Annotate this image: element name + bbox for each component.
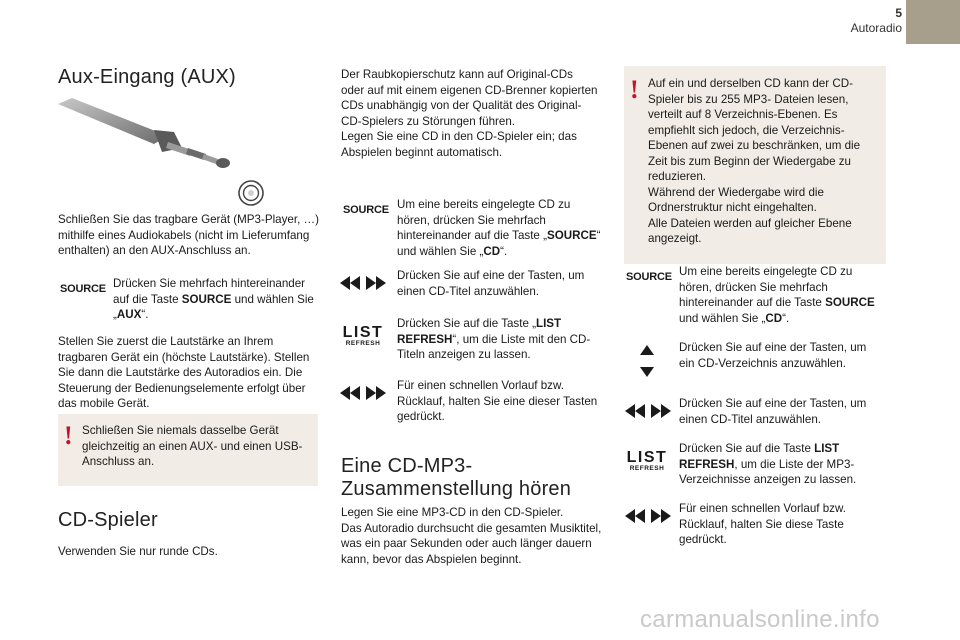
list-refresh-icon: LIST REFRESH [342, 324, 384, 347]
mp3-text: Legen Sie eine MP3-CD in den CD-Spieler. Das Autoradio durchsucht die gesamten Musiktitel, was ein paar Sekunden oder auch länger dauern kann, bevor das Abspielen beginnt. [341, 506, 602, 566]
mp3-source-step: Um eine bereits eingelegte CD zu hören, drücken Sie mehrfach hintereinander auf die Taste SOURCE und wählen Sie „CD“. [679, 265, 875, 325]
list-refresh-icon: LIST REFRESH [626, 449, 668, 472]
mp3-title: Eine CD-MP3- Zusammenstellung hören [341, 455, 572, 500]
source-button-icon: SOURCE [626, 271, 672, 283]
aux-step-text: Drücken Sie mehrfach hintereinander auf die Taste SOURCE und wählen Sie „AUX“. [113, 277, 314, 321]
cd-player-title: CD-Spieler [58, 509, 158, 531]
cd-text: Verwenden Sie nur runde CDs. [58, 545, 218, 558]
up-down-arrows-icon [640, 345, 654, 377]
mp3-warning-text: Auf ein und derselben CD kann der CD-Spieler bis zu 255 MP3- Dateien lesen, verteilt auf 8 Verzeichnis-Ebenen. Es empfiehlt sich jedoch, die Verzeichnis-Ebenen auf zwei zu beschränken, um die Zeit bis zum Beginn der Wiedergabe zu reduzieren. Während der Wiedergabe wird die Ordnerstruktur nicht eingehalten. Alle Dateien werden auf gleicher Ebene angezeigt. [648, 77, 861, 245]
seek-arrows-icon [340, 275, 386, 291]
cd-track-step: Drücken Sie auf eine der Tasten, um einen CD-Titel anzuwählen. [397, 269, 585, 298]
mp3-list-step: Drücken Sie auf die Taste LIST REFRESH, um die Liste der MP3-Verzeichnisse anzeigen zu lassen. [679, 442, 857, 486]
aux-jack-icon [58, 98, 268, 208]
source-button-icon: SOURCE [343, 204, 389, 216]
volume-text: Stellen Sie zuerst die Lautstärke an Ihrem tragbaren Gerät ein (höchste Lautstärke). Stellen Sie dann die Lautstärke des Autoradios ein. Die Steuerung der Bedienungselemente erfolgt über das mobile Gerät. [58, 335, 310, 410]
mp3-folder-step: Drücken Sie auf eine der Tasten, um ein CD-Verzeichnis anzuwählen. [679, 341, 867, 370]
exclamation-icon: ! [630, 75, 639, 104]
watermark: carmanualsonline.info [640, 606, 880, 633]
cd-source-step: Um eine bereits eingelegte CD zu hören, drücken Sie mehrfach hintereinander auf die Taste „SOURCE“ und wählen Sie „CD“. [397, 198, 601, 258]
seek-arrows-icon [625, 403, 671, 419]
connect-text: Schließen Sie das tragbare Gerät (MP3-Player, …) mithilfe eines Audiokabels (nicht im Lieferumfang enthalten) an den AUX-Anschluss an. [58, 213, 319, 257]
source-button-icon: SOURCE [60, 283, 106, 295]
exclamation-icon: ! [64, 421, 73, 450]
section-title: Autoradio [850, 21, 902, 35]
page-tab [906, 0, 960, 44]
page-number: 5 [895, 6, 902, 20]
copy-protection-text: Der Raubkopierschutz kann auf Original-CDs oder auf mit einem eigenen CD-Brenner kopierten CDs unabhängig von der Qualität des Original-CD-Spielers zu Störungen führen. Legen Sie eine CD in den CD-Spieler ein; das Abspielen beginnt automatisch. [341, 68, 598, 159]
cd-list-step: Drücken Sie auf die Taste „LIST REFRESH“, um die Liste mit den CD-Titeln anzeigen zu lassen. [397, 317, 591, 361]
mp3-ff-step: Für einen schnellen Vorlauf bzw. Rücklauf, halten Sie diese Taste gedrückt. [679, 502, 846, 546]
mp3-track-step: Drücken Sie auf eine der Tasten, um einen CD-Titel anzuwählen. [679, 397, 867, 426]
seek-arrows-icon [625, 508, 671, 524]
warning-text: Schließen Sie niemals dasselbe Gerät gleichzeitig an einen AUX- und einen USB-Anschluss an. [82, 424, 303, 468]
aux-title: Aux-Eingang (AUX) [58, 66, 236, 88]
seek-arrows-icon [340, 385, 386, 401]
cd-ff-step: Für einen schnellen Vorlauf bzw. Rücklauf, halten Sie eine dieser Tasten gedrückt. [397, 379, 598, 423]
